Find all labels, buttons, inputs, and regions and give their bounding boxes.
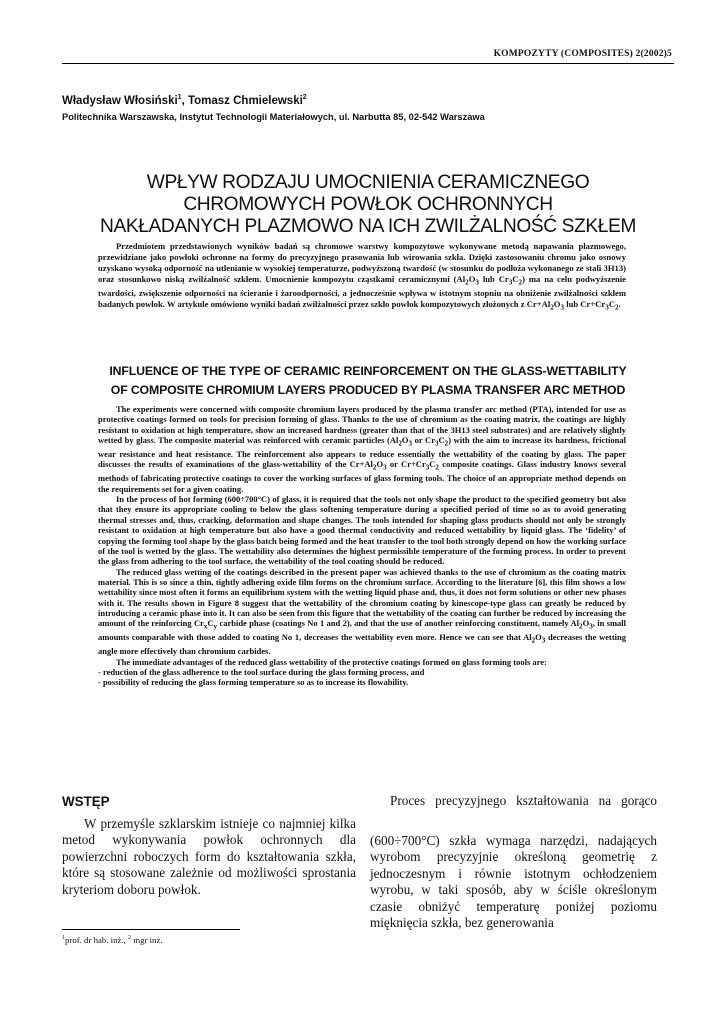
- abstract-english-text: or Cr: [412, 435, 435, 446]
- abstract-english-text: The experiments were concerned with composite chromium layers produced by the plasma transfer arc method (PTA), intended for use as protective coatings formed on tools for precision forming of glass. Thanks to the use of chromium as the coating matrix, the coatings are highly resistant to oxidation at high temperature, show an increased hardness (greater than that of the 3H13 steel substrates) and are relatively slightly wetted by glass. The composite material was reinforced with ceramic particles (Al: [98, 404, 626, 446]
- footnote-rule: [62, 929, 240, 930]
- abstract-english-text: ) with the aim to increase its hardness, frictional wear resistance and heat resistance. The reinforcement also appears to reduce essentially the wettability of the coating by glass. The paper discusses the results of examinations of the glass-wettability of the Cr+Al: [98, 435, 626, 470]
- subscript: y: [213, 622, 218, 631]
- author-1-mark: 1: [177, 94, 182, 101]
- abstract-english-text: C: [207, 618, 214, 629]
- abstract-english-bullet-2: - possibility of reducing the glass forming temperature so as to increase its flowability.: [98, 677, 409, 688]
- subscript: 3: [383, 464, 387, 473]
- author-2-mark: 2: [302, 94, 307, 101]
- title-english-line-2: OF COMPOSITE CHROMIUM LAYERS PRODUCED BY PLASMA TRANSFER ARC METHOD: [110, 383, 626, 397]
- right-column-first-line: Proces precyzyjnego kształtowania na gorąco: [390, 793, 657, 808]
- subscript: 2: [550, 303, 554, 312]
- right-column-paragraph: (600÷700°C) szkła wymaga narzędzi, nadających wyrobom precyzyjnie określoną geometrię z jednoczesnym i równie istotnym ochłodzeniem wyrobu, w taki sposób, aby w ściśle określonym czasie obniżyć temperaturę poniżej poziomu mięknięcia szkła, bez generowania: [370, 833, 657, 931]
- abstract-english-paragraph-4: The immediate advantages of the reduced glass wettability of the protective coatings formed on glass forming tools are:: [116, 656, 547, 667]
- abstract-polish-text: O: [553, 299, 561, 310]
- abstract-english-text: O: [376, 459, 384, 470]
- abstract-polish: [98, 241, 626, 314]
- affiliation: Politechnika Warszawska, Instytut Technologii Materiałowych, ul. Narbutta 85, 02-542 Warszawa: [62, 112, 485, 122]
- subscript: x: [203, 622, 208, 631]
- abstract-english-text: The reduced glass wetting of the coatings described in the present paper was achieved thanks to the use of chromium as the coating matrix material. This is so since a thin, tightly adhering oxide film forms on the chromium surface. According to the literature [6], this film shows a low wettability since most often it forms an equilibrium system with the wetting liquid phase and, thus, it does not form solutions or other new phases with it. The results shown in Figure 8 suggest that the wettability of the chromium coating by kinescope-type glass can greatly be reduced by introducing a ceramic phase into it. It can also be seen from this figure that the wettability of the coating can further be reduced by increasing the amount of the reinforcing Cr: [98, 566, 626, 629]
- footnote: [62, 935, 163, 945]
- abstract-polish-text: Przedmiotem przedstawionych wyników badań są chromowe warstwy kompozytowe wykonywane metodą napawania plazmowego, przewidziane jako powłoki ochronne na formy do precyzyjnego prasowania lub wirowania szkła. Dzięki zastosowaniu chromu jako osnowy uzyskano wysoką odporność na utlenianie w wysokiej temperaturze, podwyższoną twardość (w stosunku do podłoża wykonanego ze stali 3H13) oraz stosunkowo niską zwilżalność szkłem. Umocnienie kompozytu cząstkami ceramicznymi (Al: [98, 241, 626, 284]
- abstract-english-paragraph-3: [98, 567, 626, 657]
- abstract-english-text: O: [582, 618, 590, 629]
- subscript: 3: [425, 464, 430, 473]
- subscript: 2: [398, 439, 402, 448]
- subscript: 2: [444, 439, 449, 448]
- abstract-english: [98, 404, 626, 688]
- author-1: Władysław Włosiński: [62, 94, 178, 107]
- subscript: 2: [465, 278, 469, 287]
- authors-line: [62, 94, 307, 107]
- abstract-english-text: decreases the wetting angle more effectively than chromium carbides.: [98, 632, 626, 657]
- subscript: 3: [475, 278, 479, 287]
- abstract-polish-text: ) ma na celu podwyższenie twardości, zwiększenie odporności na ścieranie i żaroodporności, a jednocześnie wpływa w istotnym stopniu na obniżenie zwilżalności szkłem badanych powłok. W artykule omówiono wyniki badań zwilżalności przez szkło powłok kompozytowych złożonych z Cr+Al: [98, 273, 627, 310]
- subscript: 2: [372, 464, 377, 473]
- abstract-english-text: O: [401, 435, 409, 446]
- title-polish-line-2: CHROMOWYCH POWŁOK OCHRONNYCH: [183, 194, 553, 215]
- footnote-text-2: mgr inż.: [131, 935, 163, 945]
- abstract-polish-text: C: [608, 299, 616, 310]
- journal-header: KOMPOZYTY (COMPOSITES) 2(2002)5: [493, 49, 672, 59]
- subscript: 3: [434, 439, 439, 448]
- title-polish-line-1: WPŁYW RODZAJU UMOCNIENIA CERAMICZNEGO: [146, 172, 590, 193]
- subscript: 2: [518, 278, 523, 287]
- footnote-text-1: prof. dr hab. inż.,: [65, 935, 129, 945]
- title-polish-line-3: NAKŁADANYCH PLAZMOWO NA ICH ZWILŻALNOŚĆ SZKŁEM: [100, 216, 636, 237]
- footnote-mark-2: 2: [128, 935, 132, 942]
- subscript: 3: [541, 636, 546, 645]
- abstract-english-paragraph-1: [98, 404, 626, 494]
- abstract-polish-text: O: [468, 273, 476, 284]
- footnote-mark-1: 1: [62, 935, 65, 942]
- abstract-polish-text: C: [512, 273, 519, 284]
- abstract-polish-text: lub Cr: [478, 273, 509, 284]
- abstract-english-bullet-1: - reduction of the glass adherence to the tool surface during the glass forming process, and: [98, 667, 425, 677]
- subscript: 3: [589, 622, 593, 631]
- title-english-line-1: INFLUENCE OF THE TYPE OF CERAMIC REINFORCEMENT ON THE GLASS-WETTABILITY: [109, 364, 627, 378]
- abstract-english-text: , in small amounts comparable with those added to coating No 1, decreases the wettability even more. Hence we can see that Al: [98, 618, 626, 643]
- author-separator: ,: [181, 94, 188, 107]
- abstract-english-text: C: [438, 435, 445, 446]
- subscript: 3: [408, 439, 413, 448]
- header-rule: [62, 63, 674, 64]
- title-english: [70, 362, 666, 400]
- subscript: 3: [560, 303, 565, 312]
- abstract-english-text: O: [535, 632, 542, 643]
- abstract-english-text: carbide phase (coatings No 1 and 2), and that the use of another reinforcing constituent, namely Al: [217, 618, 580, 629]
- abstract-english-text: composite coatings. Glass industry knows several methods of fabricating protective coatings to cover the working surfaces of glass forming tools. The choice of an appropriate method depends on the requirements set for a given coating.: [98, 459, 626, 494]
- abstract-polish-text: lub Cr+Cr: [564, 299, 606, 310]
- subscript: 3: [508, 278, 513, 287]
- section-heading: WSTĘP: [62, 794, 110, 809]
- left-column-paragraph: W przemyśle szklarskim istnieje co najmniej kilka metod wykonywania powłok ochronnych dla powierzchni roboczych form do kształtowania szkła, które są stosowane zależnie od możliwości sprostania kryteriom doboru powłok.: [62, 816, 356, 897]
- abstract-english-text: C: [429, 459, 436, 470]
- abstract-polish-text: .: [618, 299, 621, 310]
- subscript: 3: [605, 303, 609, 312]
- subscript: 2: [615, 303, 619, 312]
- title-polish: [90, 172, 646, 238]
- author-2: Tomasz Chmielewski: [187, 94, 303, 107]
- abstract-english-text: or Cr+Cr: [386, 459, 426, 470]
- abstract-english-paragraph-2: In the process of hot forming (600÷700°C) of glass, it is required that the tools not only shape the product to the specified geometry but also that they ensure its appropriate cooling to below the glass softening temperature during a specified period of time so as to avoid generating thermal stresses and, thus, cracking, deformation and shape changes. The tools intended for shaping glass products should not only be strongly resistant to oxidation at high temperature but also have a good thermal conductivity and reduced wettability by liquid glass. The ‘fidelity’ of copying the forming tool shape by the glass batch being formed and the heat transfer to the tool both strongly depend on how the working surface of the tool is wetted by the glass. The wettability also determines the highest permissible temperature of the forming process. In order to prevent the glass from adhering to the tool surface, the wettability of the tool coating should be reduced.: [98, 494, 626, 567]
- subscript: 2: [435, 464, 439, 473]
- subscript: 2: [579, 622, 583, 631]
- subscript: 2: [531, 636, 536, 645]
